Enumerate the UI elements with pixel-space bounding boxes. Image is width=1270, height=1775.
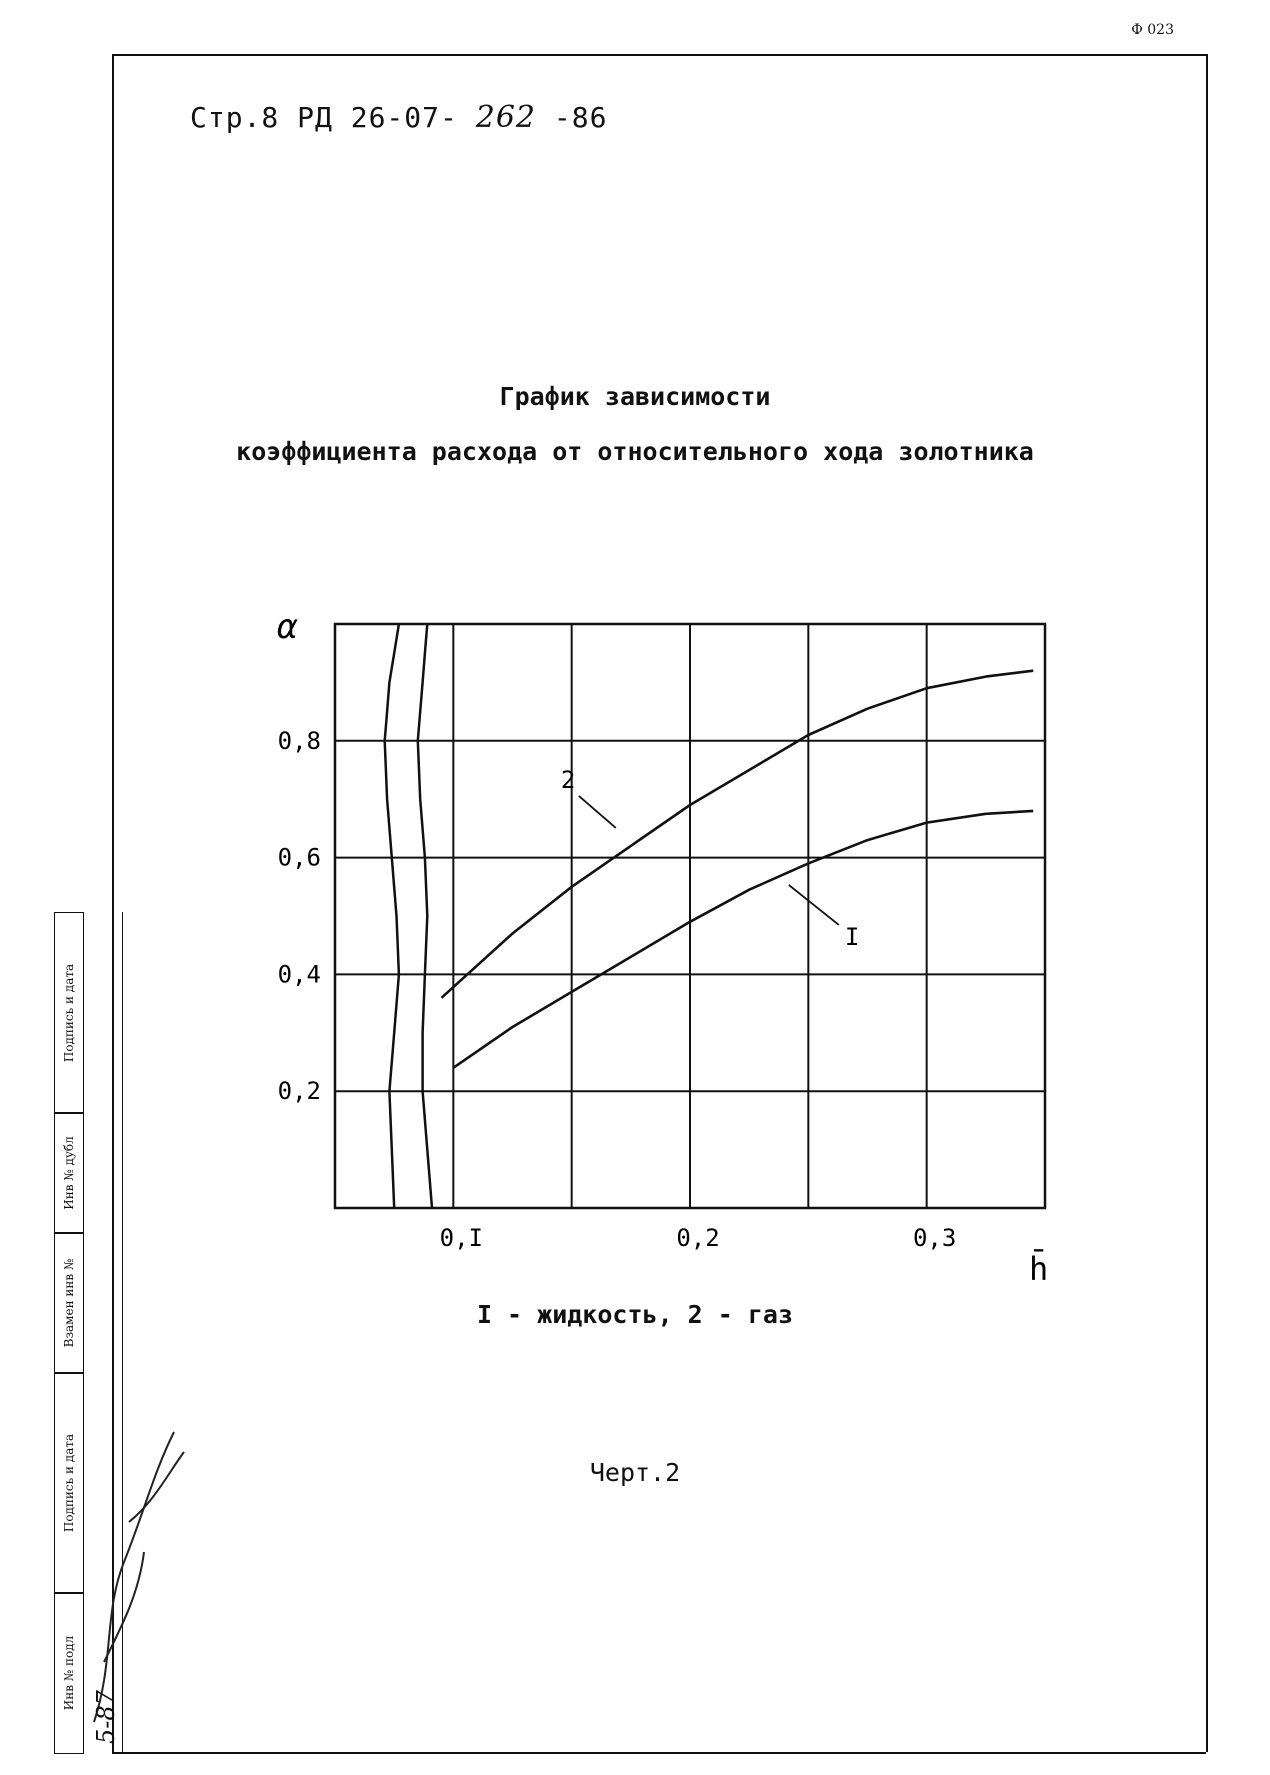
chart-boundary-curves (385, 624, 432, 1208)
x-tick-label: 0,2 (676, 1224, 720, 1252)
y-tick-label: 0,6 (277, 843, 321, 872)
series-label-2: 2 (560, 765, 576, 794)
figure-label: Черт.2 (589, 1458, 681, 1487)
form-code: Ф 023 (1131, 22, 1174, 38)
x-axis-label: h̄ (1029, 1250, 1049, 1288)
header-prefix: Стр.8 РД 26-07- (190, 101, 458, 134)
series-line-2 (453, 811, 1033, 1068)
stamp-field-inv-podl-bottom: Инв № подл (54, 1592, 84, 1754)
stamp-inventory-number: 5-87 (92, 1690, 120, 1744)
header-suffix: -86 (553, 101, 608, 134)
document-stamp (54, 912, 122, 1752)
chart-title-line-2: коэффициента расхода от относительного хода золотника (236, 437, 1034, 466)
chart-grid (335, 624, 1045, 1208)
y-tick-label: 0,4 (277, 960, 321, 989)
chart-title-line-1: График зависимости (499, 382, 771, 411)
y-tick-label: 0,8 (277, 726, 321, 755)
stamp-field-vzamen: Взамен инв № (54, 1232, 84, 1374)
y-axis-label: α (277, 607, 298, 647)
stamp-field-inv-dubl: Инв № дубл (54, 1112, 84, 1234)
chart-legend: I - жидкость, 2 - газ (476, 1300, 794, 1329)
stamp-field-podpis: Подпись и дата (54, 1372, 84, 1594)
series-leader-2 (579, 796, 616, 828)
chart-tick-labels (278, 727, 957, 1252)
boundary-curve-2 (418, 624, 432, 1208)
series-leader-1 (789, 885, 839, 925)
x-tick-label: 0,I (439, 1224, 484, 1252)
series-label-1: I (844, 922, 860, 951)
y-tick-label: 0,2 (277, 1077, 321, 1106)
header-number: 262 (475, 100, 536, 135)
boundary-curve-1 (385, 624, 399, 1208)
stamp-field-inv-podl: Подпись и дата (54, 912, 84, 1114)
x-tick-label: 0,3 (912, 1224, 957, 1252)
series-line-1 (442, 671, 1034, 998)
chart-series (442, 671, 1034, 1068)
